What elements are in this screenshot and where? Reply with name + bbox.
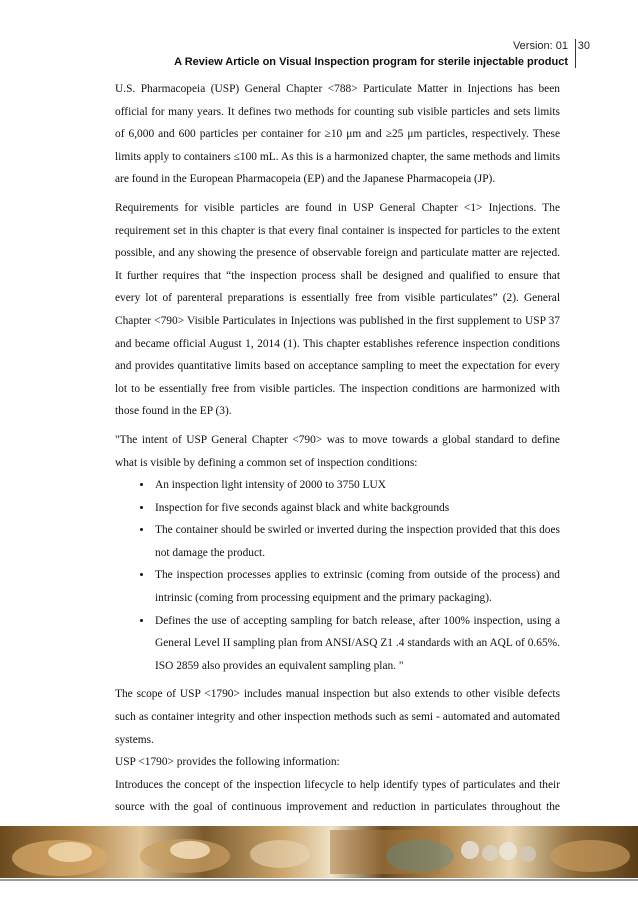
list-item: • The container should be swirled or inverted during the inspection provided that this does not damage the product.: [153, 519, 560, 564]
paragraph-usp-1790-scope: The scope of USP <1790> includes manual inspection but also extends to other visible defects such as container integrity and other inspection methods such as semi - automated and automated systems.: [115, 688, 560, 746]
paragraph-usp-788: U.S. Pharmacopeia (USP) General Chapter <788> Particulate Matter in Injections has been official for many years. It defines two methods for counting sub visible particles and sets limits of 6,000 and 600 particles per container for ≥10 μm and ≥25 μm particles, respectively. These limits apply to containers ≤100 mL. As this is a harmonized chapter, the same methods and limits are found in the European Pharmacopeia (EP) and the Japanese Pharmacopeia (JP).: [115, 83, 560, 186]
paragraph-lifecycle: Introduces the concept of the inspection lifecycle to help identify types of particulates and their source with the goal of continuous improvement and reduction in particulates throughout the: [115, 778, 560, 814]
list-item: • An inspection light intensity of 2000 to 3750 LUX: [153, 474, 560, 497]
page-body: [115, 78, 560, 893]
footer-hands-vials-image: [0, 826, 638, 878]
paragraph-usp-790-intent: "The intent of USP General Chapter <790> was to move towards a global standard to define what is visible by defining a common set of inspection conditions:: [115, 433, 560, 469]
footer-image-banner: [0, 826, 638, 878]
page-header: [44, 34, 604, 68]
list-item: • The inspection processes applies to extrinsic (coming from outside of the process) and intrinsic (coming from processing equipment and the primary packaging).: [153, 564, 560, 609]
paragraph-usp-1: Requirements for visible particles are found in USP General Chapter <1> Injections. The requirement set in this chapter is that every final container is inspected for particles to the extent possible, and any showing the presence of observable foreign and particulate matter are rejected. It further requires that “the inspection process shall be designed and qualified to ensure that every lot of parenteral preparations is essentially free from visible particulates” (2). General Chapter <790> Visible Particulates in Injections was published in the first supplement to USP 37 and became official August 1, 2014 (1). This chapter establishes reference inspection conditions and provides quantitative limits based on acceptance sampling to meet the expectation for every lot to be essentially free from visible particles. The inspection conditions are harmonized with those found in the EP (3).: [115, 201, 560, 418]
inspection-conditions-list: [115, 474, 560, 677]
list-item: • Inspection for five seconds against black and white backgrounds: [153, 497, 560, 520]
footer-divider: [0, 879, 638, 881]
header-divider: [575, 39, 576, 68]
list-item: • Defines the use of accepting sampling for batch release, after 100% inspection, using a General Level II sampling plan from ANSI/ASQ Z1 .4 standards with an AQL of 0.65%. ISO 2859 also provides an equivalent sampling plan. ": [153, 610, 560, 678]
paragraph-usp-1790-info: USP <1790> provides the following information:: [115, 756, 340, 769]
document-title: A Review Article on Visual Inspection program for sterile injectable product: [174, 56, 568, 68]
version-label: Version: 01: [512, 40, 568, 52]
page-number: 30: [577, 40, 590, 52]
